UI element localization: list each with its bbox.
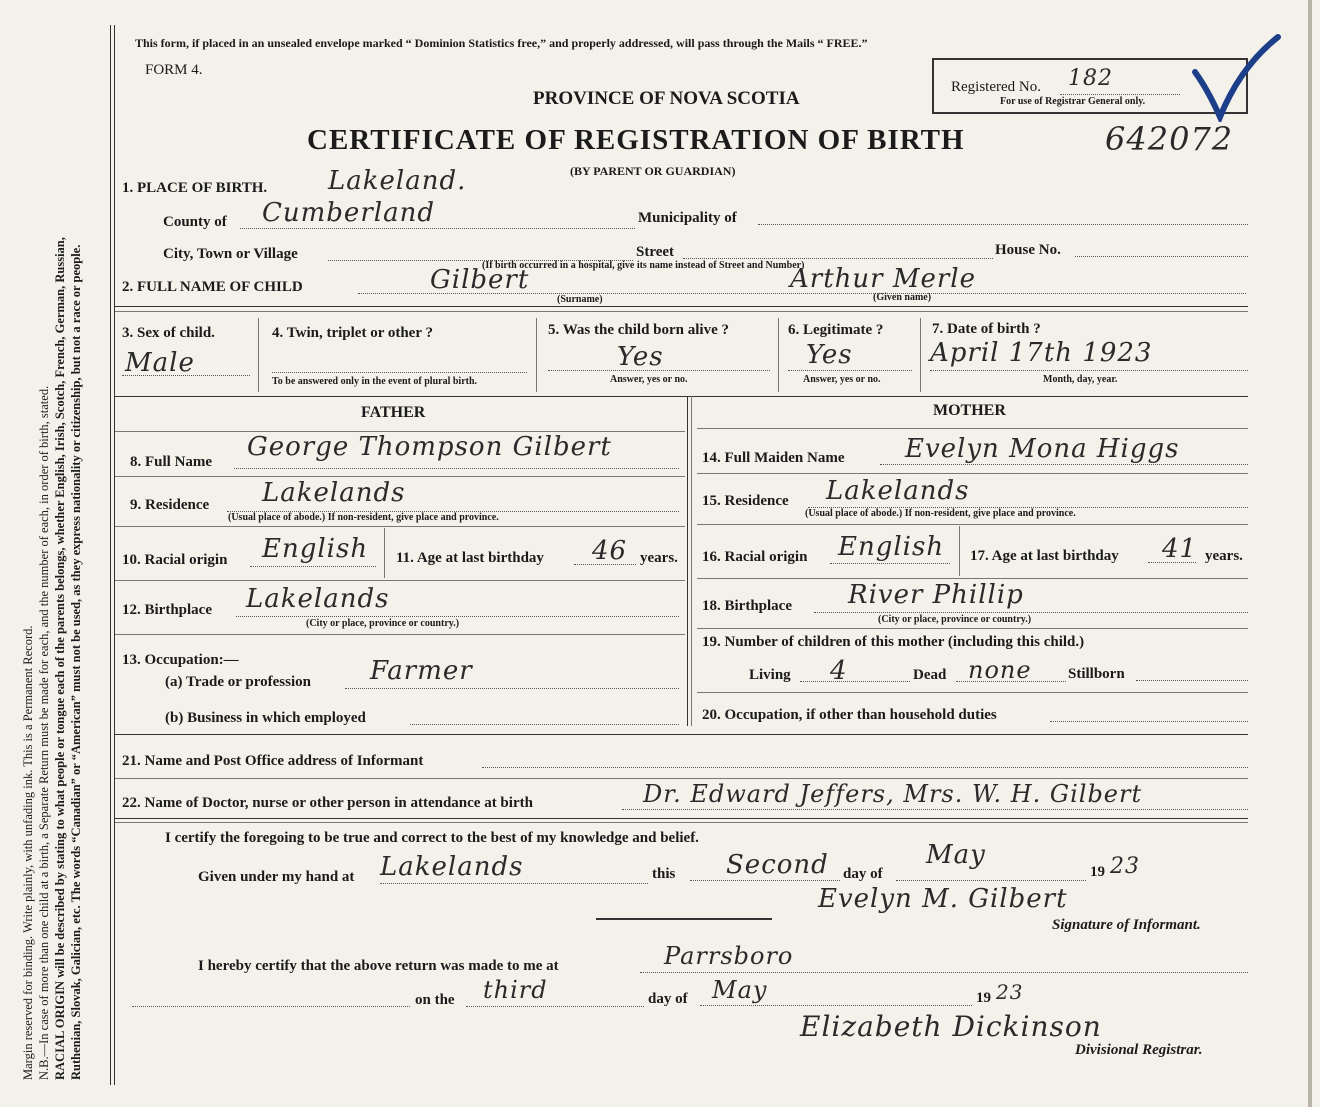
certify-text: I certify the foregoing to be true and correct to the best of my knowledge and belief.	[165, 830, 699, 846]
father-rule-4	[115, 580, 685, 581]
father-birthplace-note: (City or place, province or country.)	[306, 618, 460, 629]
father-age-value: 46	[592, 536, 628, 566]
father-residence-label: 9. Residence	[130, 497, 210, 513]
twin-note: To be answered only in the event of plural birth.	[272, 376, 478, 387]
father-name-label: 8. Full Name	[130, 454, 213, 470]
parent-divider-2	[691, 396, 692, 726]
street-line	[683, 258, 993, 259]
mother-occupation-line	[1050, 721, 1248, 722]
alive-label: 5. Was the child born alive ?	[548, 322, 729, 338]
mother-occupation-label: 20. Occupation, if other than household duties	[702, 707, 997, 723]
legitimate-caption: Answer, yes or no.	[803, 374, 881, 385]
dob-value: April 17th 1923	[930, 338, 1153, 368]
municipality-line	[758, 224, 1248, 225]
rule-306	[115, 306, 1248, 307]
child-surname: Gilbert	[430, 265, 530, 295]
given-caption: (Given name)	[873, 292, 932, 303]
margin-line-2: N.B.—In case of more than one child at a birth, a Separate Return must be made for each, and the number of each, in order of birth, stated.	[37, 385, 51, 1080]
city-label: City, Town or Village	[163, 246, 298, 262]
margin-line-4: Ruthenian, Slovak, Galician, etc. The words “Canadian” or “American” must not be used, as they express nationality or citizenship, but not a race or people.	[69, 244, 83, 1080]
margin-rule-2	[114, 25, 115, 1085]
mother-racial-line	[830, 563, 950, 564]
rule-778	[115, 778, 1248, 779]
dob-line	[930, 370, 1248, 371]
mother-name-line	[880, 464, 1248, 465]
father-birthplace-value: Lakelands	[246, 584, 390, 614]
divider-4-5	[536, 318, 537, 392]
father-racial-label: 10. Racial origin	[122, 552, 228, 568]
mother-racial-label: 16. Racial origin	[702, 549, 808, 565]
registrar-lead-line	[132, 1006, 410, 1007]
father-heading: FATHER	[361, 404, 426, 421]
registrar-certify-label: I hereby certify that the above return was made to me at	[198, 958, 559, 974]
father-business-label: (b) Business in which employed	[165, 710, 366, 726]
page-subtitle: (BY PARENT OR GUARDIAN)	[570, 164, 736, 178]
day-of-label: day of	[843, 866, 883, 882]
informant-address-label: 21. Name and Post Office address of Informant	[122, 753, 424, 769]
father-rule-2	[115, 476, 685, 477]
mother-age-unit: years.	[1205, 548, 1243, 564]
rule-822	[115, 822, 1248, 823]
legitimate-label: 6. Legitimate ?	[788, 322, 884, 338]
hospital-note: (If birth occurred in a hospital, give its name instead of Street and Number)	[482, 260, 805, 271]
divider-6-7	[920, 318, 921, 392]
child-given-name: Arthur Merle	[790, 264, 976, 294]
registrar-day-of-line	[700, 1005, 972, 1006]
sex-value: Male	[125, 348, 195, 378]
mother-birthplace-line	[814, 612, 1248, 613]
registered-label: Registered No.	[951, 79, 1041, 95]
father-residence-value: Lakelands	[262, 478, 406, 508]
legitimate-value: Yes	[806, 340, 853, 370]
house-line	[1075, 256, 1248, 257]
registrar-day-of-value: May	[712, 976, 768, 1004]
registrar-signature: Elizabeth Dickinson	[800, 1010, 1102, 1043]
father-birthplace-label: 12. Birthplace	[122, 602, 212, 618]
father-racial-value: English	[262, 534, 369, 564]
father-racial-line	[250, 566, 376, 567]
rule-818	[115, 818, 1248, 819]
registrar-year-prefix: 19	[976, 990, 991, 1006]
municipality-label: Municipality of	[638, 210, 737, 226]
this-label: this	[652, 866, 676, 882]
living-label: Living	[749, 667, 791, 683]
rule-396	[115, 396, 1248, 397]
street-label: Street	[636, 244, 675, 260]
mother-birthplace-label: 18. Birthplace	[702, 598, 792, 614]
mother-rule-2	[697, 473, 1248, 474]
rule-734	[115, 734, 1248, 735]
stamp-number: 642072	[1105, 120, 1234, 158]
twin-line	[272, 372, 527, 373]
margin-line-3: RACIAL ORIGIN will be described by stating to what people or tongue each of the parents belongs, whether English, Irish, Scotch, French, German, Russian,	[53, 237, 67, 1080]
informant-address-line	[482, 767, 1248, 768]
house-label: House No.	[995, 242, 1061, 258]
place-of-birth-value: Lakeland.	[328, 166, 467, 196]
registrar-place-value: Parrsboro	[664, 942, 794, 970]
given-place-line	[380, 883, 648, 884]
father-trade-line	[345, 688, 679, 689]
this-value: Second	[726, 850, 829, 880]
mother-residence-label: 15. Residence	[702, 493, 789, 509]
given-place-value: Lakelands	[380, 852, 524, 882]
doctor-value: Dr. Edward Jeffers, Mrs. W. H. Gilbert	[643, 780, 1143, 808]
given-under-label: Given under my hand at	[198, 869, 355, 885]
father-age-unit: years.	[640, 550, 678, 566]
registrar-signature-caption: Divisional Registrar.	[1075, 1042, 1203, 1058]
child-name-label: 2. FULL NAME OF CHILD	[122, 279, 303, 295]
father-business-line	[410, 724, 679, 725]
binding-margin-notes	[20, 10, 84, 1080]
surname-caption: (Surname)	[557, 294, 603, 305]
year-prefix: 19	[1090, 864, 1105, 880]
signature-rule	[596, 918, 772, 920]
mother-residence-value: Lakelands	[826, 476, 970, 506]
doctor-line	[622, 809, 1248, 810]
father-name-line	[234, 468, 679, 469]
mother-residence-note: (Usual place of abode.) If non-resident, give place and province.	[805, 508, 1076, 519]
registered-line	[1060, 94, 1180, 95]
day-of-value: May	[926, 840, 986, 870]
living-line	[800, 681, 910, 682]
year-value: 23	[1110, 854, 1140, 879]
this-line	[690, 880, 840, 881]
stillborn-label: Stillborn	[1068, 666, 1125, 682]
mother-rule-6	[697, 692, 1248, 693]
mother-birthplace-note: (City or place, province or country.)	[878, 614, 1032, 625]
dob-caption: Month, day, year.	[1043, 374, 1118, 385]
stillborn-line	[1136, 680, 1248, 681]
father-trade-label: (a) Trade or profession	[165, 674, 311, 690]
sex-label: 3. Sex of child.	[122, 325, 215, 341]
dob-label: 7. Date of birth ?	[932, 321, 1041, 337]
on-the-value: third	[483, 976, 548, 1004]
mother-age-label: 17. Age at last birthday	[970, 548, 1119, 564]
father-rule-3	[115, 526, 685, 527]
province-heading: PROVINCE OF NOVA SCOTIA	[533, 88, 800, 109]
county-line	[240, 228, 635, 229]
twin-label: 4. Twin, triplet or other ?	[272, 325, 433, 341]
registrar-note: For use of Registrar General only.	[1000, 96, 1146, 107]
page-title: CERTIFICATE OF REGISTRATION OF BIRTH	[307, 124, 965, 156]
informant-signature: Evelyn M. Gilbert	[818, 884, 1068, 914]
mail-notice: This form, if placed in an unsealed envelope marked “ Dominion Statistics free,” and properly addressed, will pass through the Mails “ FREE.”	[135, 36, 868, 50]
legitimate-line	[788, 370, 912, 371]
father-name-value: George Thompson Gilbert	[247, 432, 612, 462]
father-rule-5	[115, 634, 685, 635]
registrar-place-line	[640, 972, 1248, 973]
mother-name-label: 14. Full Maiden Name	[702, 450, 845, 466]
mother-racial-divider	[959, 526, 960, 576]
mother-birthplace-value: River Phillip	[848, 580, 1024, 610]
father-trade-value: Farmer	[370, 656, 473, 686]
father-birthplace-line	[236, 616, 679, 617]
father-residence-note: (Usual place of abode.) If non-resident, give place and province.	[228, 512, 499, 523]
mother-rule-1	[697, 428, 1248, 429]
parent-divider	[687, 396, 688, 726]
mother-rule-4	[697, 578, 1248, 579]
divider-3-4	[258, 318, 259, 392]
alive-caption: Answer, yes or no.	[610, 374, 688, 385]
father-racial-divider	[384, 528, 385, 578]
on-the-line	[466, 1006, 644, 1007]
margin-line-1: Margin reserved for binding. Write plainly, with unfading ink. This is a Permanent Record.	[21, 625, 35, 1080]
checkmark-icon	[1190, 32, 1282, 122]
county-label: County of	[163, 214, 227, 230]
day-of-line	[896, 880, 1086, 881]
mother-rule-5	[697, 628, 1248, 629]
registrar-day-of-label: day of	[648, 991, 688, 1007]
right-edge	[1308, 0, 1312, 1107]
form-number: FORM 4.	[145, 62, 203, 78]
margin-rule	[110, 25, 111, 1085]
mother-name-value: Evelyn Mona Higgs	[905, 434, 1180, 464]
alive-value: Yes	[617, 342, 664, 372]
dead-value: none	[968, 656, 1032, 684]
mother-racial-value: English	[838, 532, 945, 562]
registered-number: 182	[1068, 66, 1113, 91]
informant-signature-caption: Signature of Informant.	[1052, 917, 1201, 933]
divider-5-6	[778, 318, 779, 392]
registrar-year-value: 23	[996, 980, 1024, 1004]
living-value: 4	[830, 656, 848, 686]
rule-311	[115, 311, 1248, 312]
mother-rule-3	[697, 524, 1248, 525]
father-age-label: 11. Age at last birthday	[396, 550, 544, 566]
on-the-label: on the	[415, 992, 455, 1008]
doctor-label: 22. Name of Doctor, nurse or other person in attendance at birth	[122, 795, 533, 811]
mother-children-label: 19. Number of children of this mother (including this child.)	[702, 634, 1085, 650]
county-value: Cumberland	[262, 198, 435, 228]
mother-age-value: 41	[1162, 534, 1198, 564]
place-of-birth-label: 1. PLACE OF BIRTH.	[122, 180, 268, 196]
dead-label: Dead	[913, 667, 947, 683]
father-occupation-label: 13. Occupation:—	[122, 652, 239, 668]
mother-heading: MOTHER	[933, 402, 1006, 419]
